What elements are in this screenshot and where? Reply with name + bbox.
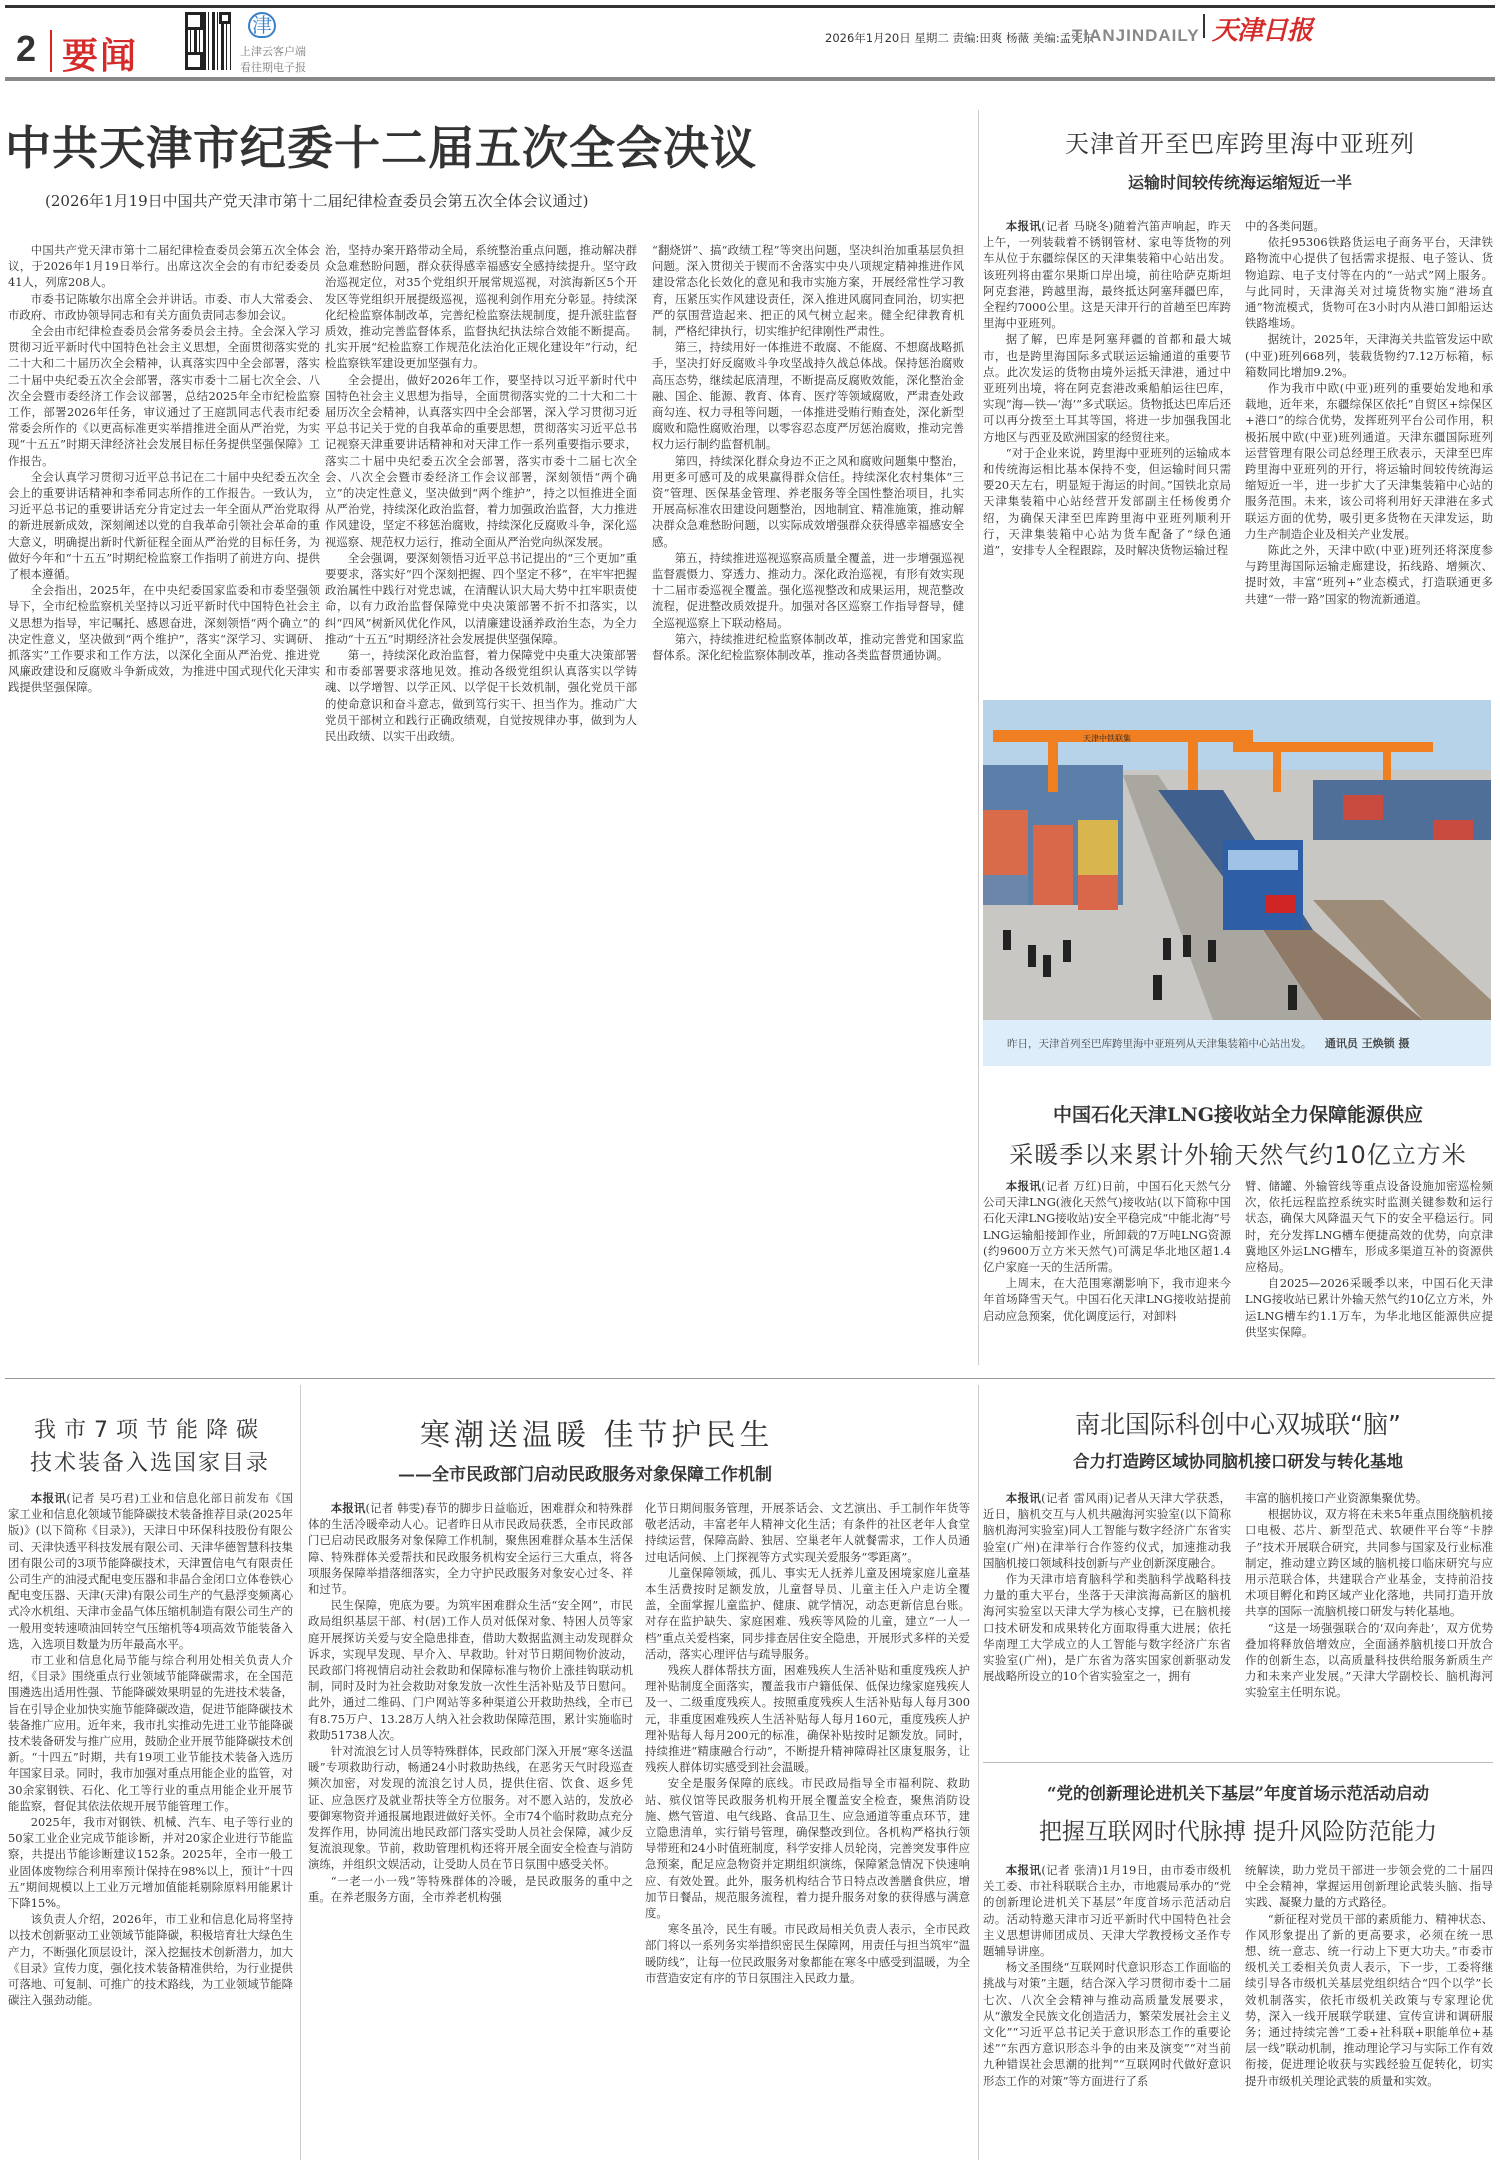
paragraph [8, 1490, 293, 1652]
logo-divider [1203, 14, 1205, 38]
paragraph: 全会由市纪律检查委员会常务委员会主持。全会深入学习贯彻习近平新时代中国特色社会主义思想，全面贯彻落实党的二十大和二十届历次全会精神，认真落实四中全会部署，落实二十届中央纪委五次全会部署，落实市委十二届七次全会、八次全会暨市委经济工作会议部署，总结2025年全市纪检监察工作，部署2026年任务，审议通过了王庭凯同志代表市纪委常委会所作的《以更高标准更实举措推进全面从严治党，为实现“十五五”时期天津经济社会发展目标任务提供坚强保障》工作报告。 [8, 324, 320, 468]
newspaper-logo: 天津日报 [1212, 16, 1313, 46]
brain-column-1 [983, 1490, 1231, 1755]
brain-headline: 南北国际科创中心双城联“脑” [1075, 1410, 1401, 1439]
dateline: 2026年1月20日 星期二 责编:田爽 杨薇 美编:孟宪东 [825, 31, 1095, 45]
paragraph: “对于企业来说，跨里海中亚班列的运输成本和传统海运相比基本保持不变，但运输时间只需要20天左右，明显短于海运的时间。”国铁北京局天津集装箱中心站经营开发部副主任杨俊勇介绍，为确保天津至巴库跨里海中亚班列顺利开行，天津集装箱中心站为货车配备了“绿色通道”，安排专人全程跟踪，及时解决货物运输过程 [983, 445, 1231, 558]
paragraph: 第三，持续用好一体推进不敢腐、不能腐、不想腐战略抓手，坚决打好反腐败斗争攻坚战持久战总体战。保持惩治腐败高压态势，继续起底清理，不断提高反腐败效能，深化整治金融、国企、能源、教育、体育、医疗等领域腐败，严肃查处政商勾连、权力寻租等问题，一体推进受贿行贿查处，深化新型腐败和隐性腐败治理，以零容忍态度严厉惩治腐败，推动完善权力运行制约监督机制。 [652, 340, 964, 452]
qr-caption-line1: 上津云客户端 [240, 45, 306, 58]
lng-column-1 [983, 1178, 1231, 1373]
paragraph: “翻烧饼”、搞“政绩工程”等突出问题，坚决纠治加重基层负担问题。深入贯彻关于锲而不舍落实中央八项规定精神推进作风建设常态化长效化的意见和我市实施方案，开展经常性学习教育，压紧压实作风建设责任，深入推进风腐同查同治，切实把严的氛围营造起来、把正的风气树立起来。健全纪律教育机制，严格纪律执行，切实维护纪律刚性严肃性。 [652, 243, 964, 339]
paragraph: 据统计，2025年，天津海关共监管发运中欧(中亚)班列668列，装载货物约7.12万标箱，标箱数同比增加9.2%。 [1245, 332, 1493, 379]
photo-caption-text: 昨日，天津首列至巴库跨里海中亚班列从天津集装箱中心站出发。 [1007, 1038, 1312, 1050]
byline-reporter: (记者 马晓冬) [1041, 219, 1114, 233]
paragraph [983, 218, 1231, 331]
paragraph: 丰富的脑机接口产业资源集聚优势。 [1245, 1491, 1428, 1505]
byline-label: 本报讯 [1005, 1179, 1042, 1193]
top-rule [5, 5, 1495, 8]
paragraph: 2025年，我市对钢铁、机械、汽车、电子等行业的50家工业企业完成节能诊断，并对20家企业进行节能监察，共提出节能诊断建议152条。2025年，全市一般工业固体废物综合利用率预计保持在98%以上，预计“十四五”期间规模以上工业万元增加值能耗剔除原料用能累计下降15%。 [8, 1815, 293, 1911]
paragraph: 治，坚持办案开路带动全局，系统整治重点问题，推动解决群众急难愁盼问题，群众获得感幸福感安全感持续提升。坚守政治巡视定位，对35个党组织开展常规巡视，对滨海新区5个开发区等党组织开展提级巡视，巡视利剑作用充分彰显。持续深化纪检监察体制改革，完善纪检监察法规制度，提升派驻监督质效，推动完善监督体系，监督执纪执法综合效能不断提高。扎实开展“纪检监察工作规范化法治化正规化建设年”行动，纪检监察铁军建设更加坚强有力。 [325, 243, 637, 371]
paragraph: 上周末，在大范围寒潮影响下，我市迎来今年首场降雪天气。中国石化天津LNG接收站提前启动应急预案，优化调度运行，对卸料 [983, 1276, 1231, 1323]
section-rule [983, 1762, 1493, 1763]
paragraph: 民生保障，兜底为要。为筑牢困难群众生活“安全网”，市民政局组织基层干部、村(居)工作人员对低保对象、特困人员等家庭开展探访关爱与安全隐患排查，借助大数据监测主动发现群众诉求，实现早发现、早介入、早救助。针对节日期间物价波动，民政部门将视情启动社会救助和保障标准与物价上涨挂钩联动机制，同时及时为社会救助对象发放一次性生活补贴及节日慰问。此外，通过二维码、门户网站等多种渠道公开救助热线，全市已有8.75万户、13.28万人纳入社会救助保障范围，累计实施临时救助51738人次。 [308, 1598, 633, 1742]
paragraph: 寒冬虽冷，民生有暖。市民政局相关负责人表示，全市民政部门将以一系列务实举措织密民生保障网，用责任与担当筑牢“温暖防线”，让每一位民政服务对象都能在寒冬中感受到温暖，为全市营造安定有序的节日氛围注入民政力量。 [645, 1922, 970, 1985]
app-cloud-icon [242, 10, 282, 40]
app-icon-glyph: 津 [252, 13, 272, 37]
welfare-subheadline: ——全市民政部门启动民政服务对象保障工作机制 [398, 1465, 772, 1485]
party-column-2 [1245, 1862, 1493, 2160]
paragraph: 第一，持续深化政治监督，着力保障党中央重大决策部署和市委部署要求落地见效。推动各级党组织认真落实以学铸魂、以学增智、以学正风、以学促干长效机制，强化党员干部的使命意识和奋斗意志，做到笃行实干、担当作为。推动广大党员干部树立和践行正确政绩观，自觉按规律办事，做到为人民出政绩、以实干出政绩。 [325, 648, 637, 744]
party-kicker: “党的创新理论进机关下基层”年度首场示范活动启动 [1047, 1784, 1429, 1803]
section-divider [50, 30, 52, 72]
qr-caption-line2: 看往期电子报 [240, 61, 306, 74]
paragraph: 第五，持续推进巡视巡察高质量全覆盖，进一步增强巡视监督震慑力、穿透力、推动力。深化政治巡视，有形有效实现十二届市委巡视全覆盖。强化巡视整改和成果运用，规范整改流程，促进整改质效提升。加强对各区巡察工作指导督导，健全巡视巡察上下联动格局。 [652, 550, 964, 630]
paragraph-text: 日前，中国石化天然气分公司天津LNG(液化天然气)接收站(以下简称中国石化天津LNG接收站)安全平稳完成“中能北海”号LNG运输船接卸作业，所卸载的7万吨LNG资源(约9600万立方米天然气)可满足华北地区超1.4亿户家庭一天的生活所需。 [983, 1179, 1231, 1275]
paragraph [308, 1500, 633, 1597]
byline-label: 本报讯 [330, 1501, 366, 1515]
energy-headline-line1: 我市7项节能降碳 [34, 1418, 266, 1443]
byline-label: 本报讯 [30, 1491, 67, 1505]
column-divider [300, 1385, 301, 2160]
brain-subheadline: 合力打造跨区域协同脑机接口研发与转化基地 [1073, 1452, 1403, 1471]
train-photo [983, 700, 1491, 1020]
lead-column-1 [8, 242, 320, 1342]
paragraph: 第六，持续推进纪检监察体制改革，推动完善党和国家监督体系。深化纪检监察体制改革，推动各类监督贯通协调。 [652, 631, 964, 663]
page-number: 2 [16, 28, 37, 69]
party-headline: 把握互联网时代脉搏 提升风险防范能力 [1038, 1819, 1438, 1845]
energy-column [8, 1490, 293, 2160]
paragraph: 安全是服务保障的底线。市民政局指导全市福利院、救助站、殡仪馆等民政服务机构开展全覆盖安全检查，聚焦消防设施、燃气管道、电气线路、食品卫生、应急通道等重点环节，建立隐患清单，实行销号管理，确保整改到位。各机构严格执行领导带班和24小时值班制度，科学安排人员轮岗，完善突发事件应急预案，配足应急物资并定期组织演练，保障紧急情况下快速响应、有效处置。此外，服务机构结合节日特点改善膳食供应，增加节日餐品，规范服务流程，着力提升服务对象的获得感与满意度。 [645, 1776, 970, 1921]
qr-caption [240, 44, 306, 76]
byline-reporter: (记者 万红) [1041, 1179, 1102, 1193]
welfare-headline: 寒潮送温暖 佳节护民生 [420, 1418, 774, 1453]
column-divider [978, 1385, 979, 2160]
paragraph: 作为我市中欧(中亚)班列的重要始发地和承载地，近年来，东疆综保区依托“自贸区+综保区+港口”的综合优势，发挥班列平台公司作用，积极拓展中欧(中亚)班列通道。天津东疆国际班列运营管理有限公司总经理王欣表示，天津至巴库跨里海中亚班列的开行，将运输时间较传统海运缩短近一半，进一步扩大了天津集装箱中心站的服务范围。未来，该公司将利用好天津港在多式联运方面的优势，吸引更多货物在天津发运，助力生产制造企业及相关产业发展。 [1245, 381, 1493, 541]
byline-reporter: (记者 张清) [1041, 1863, 1103, 1877]
paragraph: 陈此之外，天津中欧(中亚)班列还将深度参与跨里海国际运输走廊建设，拓线路、增频次、提时效，丰富“班列+”业态模式，打造联通更多共建“一带一路”国家的物流新通道。 [1245, 543, 1493, 606]
welfare-column-2 [645, 1500, 970, 2160]
paragraph: 全会提出，做好2026年工作，要坚持以习近平新时代中国特色社会主义思想为指导，全面贯彻落实党的二十大和二十届历次全会精神，认真落实四中全会部署，深入学习贯彻习近平总书记关于党的自我革命的重要思想，贯彻落实习近平总书记视察天津重要讲话精神和对天津工作一系列重要指示要求，落实二十届中央纪委五次全会部署，落实市委十二届七次全会、八次全会暨市委经济工作会议部署，深刻领悟“两个确立”的决定性意义，坚决做到“两个维护”，持之以恒推进全面从严治党，持续深化政治监督，着力加强政治监督，大力推进作风建设，坚定不移惩治腐败，持续深化反腐败斗争，深化巡视巡察、规范权力运行，推动全面从严治党向纵深发展。 [325, 372, 637, 549]
paragraph: 第四，持续深化群众身边不正之风和腐败问题集中整治，用更多可感可及的成果赢得群众信任。持续深化农村集体“三资”管理、医保基金管理、养老服务等全国性整治项目，扎实开展高标准农田建设问题整治，因地制宜、精准施策，推动解决群众急难愁盼问题，以实际成效增强群众获得感幸福感安全感。 [652, 453, 964, 549]
lng-kicker: 中国石化天津LNG接收站全力保障能源供应 [1053, 1104, 1423, 1126]
paragraph-text: 春节的脚步日益临近，困难群众和特殊群体的生活冷暖牵动人心。记者昨日从市民政局获悉，全市民政部门已启动民政服务对象保障工作机制，聚焦困难群众基本生活保障、特殊群体关爱帮扶和民政服务机构安全运行三大重点，将各项服务保障举措落细落实，全力守护民政服务对象安心过冬、祥和过节。 [308, 1501, 633, 1597]
masthead-bottom-rule [5, 77, 1495, 81]
paragraph: 儿童保障领域，孤儿、事实无人抚养儿童及困境家庭儿童基本生活费按时足额发放，儿童督导员、儿童主任入户走访全覆盖，全面掌握儿童监护、健康、就学情况，动态更新信息台账。对存在监护缺失、家庭困难、残疾等风险的儿童，建立“一人一档”重点关爱档案，同步排查居住安全隐患，开展形式多样的关爱活动，落实心理评估与疏导服务。 [645, 1565, 970, 1661]
paragraph: 该负责人介绍，2026年，市工业和信息化局将坚持以技术创新驱动工业领域节能降碳，积极培育壮大绿色生产力，不断强化顶层设计，深入挖掘技术创新潜力，加大《目录》宣传力度，强化技术装备精准供给，为行业提供可落地、可复制、可推广的技术路线，为工业领域节能降碳注入强劲动能。 [8, 1912, 293, 2008]
paragraph: 全会认真学习贯彻习近平总书记在二十届中央纪委五次全会上的重要讲话精神和李希同志所作的工作报告。一致认为，习近平总书记的重要讲话充分肯定过去一年全面从严治党取得的新进展新成效，深刻阐述以党的自我革命引领社会革命的重大意义，明确提出新时代新征程全面从严治党的目标任务，为做好今年和“十五五”时期纪检监察工作指明了前进方向、提供了根本遵循。 [8, 469, 320, 582]
byline-label: 本报讯 [1005, 1491, 1042, 1505]
brain-column-2 [1245, 1490, 1493, 1755]
paragraph: 市委书记陈敏尔出席全会并讲话。市委、市人大常委会、市政府、市政协领导同志和有关方面负责同志参加会议。 [8, 291, 320, 322]
train-headline: 天津首开至巴库跨里海中亚班列 [1065, 130, 1415, 158]
newspaper-name-en: TIANJINDAILY [1072, 26, 1200, 45]
paragraph-text: 1月19日，由市委市级机关工委、市社科联联合主办，市地震局承办的“党的创新理论进机关下基层”年度首场示范活动启动。活动特邀天津市习近平新时代中国特色社会主义思想讲师团成员、天津大学教授杨文圣作专题辅导讲座。 [983, 1863, 1231, 1959]
paragraph-text: 随着汽笛声响起，昨天上午，一列装载着不锈钢管材、家电等货物的列车从位于东疆综保区的天津集装箱中心站出发。该班列将由霍尔果斯口岸出境，前往哈萨克斯坦阿克套港，跨越里海，最终抵达阿塞拜疆巴库，全程约7000公里。这是天津开行的首趟至巴库跨里海中亚班列。 [983, 219, 1231, 331]
paragraph [983, 1862, 1231, 1959]
byline-reporter: (记者 雷风雨) [1041, 1491, 1114, 1505]
paragraph: 臂、储罐、外输管线等重点设备设施加密巡检频次，依托远程监控系统实时监测关键参数和运行状态，确保大风降温天气下的安全平稳运行。同时，充分发挥LNG槽车便捷高效的优势，向京津冀地区外运LNG槽车，形成多渠道互补的资源供应格局。 [1245, 1179, 1493, 1275]
photo-crane-sign: 天津中铁联集 [1083, 734, 1131, 743]
party-column-1 [983, 1862, 1231, 2160]
paragraph: 自2025—2026采暖季以来，中国石化天津LNG接收站已累计外输天然气约10亿立方米，外运LNG槽车约1.1万车，为华北地区能源供应提供坚实保障。 [1245, 1276, 1493, 1339]
lng-column-2 [1245, 1178, 1493, 1373]
paragraph: 全会强调，要深刻领悟习近平总书记提出的“三个更加”重要要求，落实好“四个深刻把握、四个坚定不移”，在牢牢把握政治属性中践行对党忠诚，在清醒认识大局大势中扛牢职责使命，以有力政治监督保障党中央决策部署不折不扣落实，以纠“四风”树新风优化作风，以清廉建设涵养政治生态，为全力推动“十五五”时期经济社会发展提供坚强保障。 [325, 550, 637, 646]
paragraph: 根据协议，双方将在未来5年重点围绕脑机接口电极、芯片、新型范式、软硬件平台等“卡脖子”技术开展联合研究，共同参与国家及行业标准制定，推动建立跨区域的脑机接口临床研究与应用示范联合体，共建联合产业基金，支持前沿技术项目孵化和跨区域产业化落地，共同打造开放共享的国际一流脑机接口研发与转化基地。 [1245, 1507, 1493, 1619]
paragraph: 针对流浪乞讨人员等特殊群体，民政部门深入开展“寒冬送温暖”专项救助行动，畅通24小时救助热线，在恶劣天气时段巡查频次加密，对发现的流浪乞讨人员，提供住宿、饮食、返乡凭证、应急医疗及就业帮扶等全方位服务。对不愿入站的，发放必要御寒物资并通报属地跟进做好关怀。全市74个临时救助点充分发挥作用，协同流出地民政部门落实受助人员社会保障，减少反复流浪现象。节前，救助管理机构还将开展全面安全检查与消防演练，并组织文娱活动，让受助人员在节日氛围中感受关怀。 [308, 1744, 633, 1872]
byline-label: 本报讯 [1005, 219, 1042, 233]
lead-headline: 中共天津市纪委十二届五次全会决议 [5, 121, 757, 175]
photo-credit: 通讯员 王焕锁 摄 [1324, 1037, 1410, 1050]
train-subheadline: 运输时间较传统海运缩短近一半 [1127, 173, 1352, 192]
byline-reporter: (记者 韩雯) [365, 1501, 425, 1515]
paragraph: 全会指出，2025年，在中央纪委国家监委和市委坚强领导下，全市纪检监察机关坚持以习近平新时代中国特色社会主义思想为指导，牢记嘱托、感恩奋进，深刻领悟“两个确立”的决定性意义，坚决做到“两个维护”，落实“深学习、实调研、抓落实”工作要求和工作方法，以深化全面从严治党、推进党风廉政建设和反腐败斗争新成效，为推进中国式现代化天津实践提供坚强保障。 [8, 583, 320, 695]
photo-caption [983, 1020, 1491, 1066]
paragraph: 作为天津市培育脑科学和类脑科学战略科技力量的重大平台，坐落于天津滨海高新区的脑机海河实验室以天津大学为核心支撑，已在脑机接口技术研发和成果转化方面取得重大进展；依托华南理工大学成立的人工智能与数字经济广东省实验室(广州)，是广东省为落实国家创新驱动发展战略所设立的10个省实验室之一，拥有 [983, 1572, 1231, 1684]
paragraph [983, 1490, 1231, 1571]
paragraph-text: 工业和信息化部日前发布《国家工业和信息化领域节能降碳技术装备推荐目录(2025年版)》(以下简称《目录》)，天津日中环保科技股份有限公司、天津快透平科技发展有限公司、天津华德智慧科技集团有限公司的3项节能降碳技术，天津置信电气有限责任公司生产的油浸式配电变压器和非晶合金闭口立体卷铁心配电变压器、天津(天津)有限公司生产的气悬浮变频离心式冷水机组、天津市金晶气体压缩机制造有限公司生产的一般用变转速喷油回转空气压缩机等4项高效节能装备入选，入选项目数量为历年最高水平。 [8, 1491, 293, 1651]
train-column-2 [1245, 218, 1493, 693]
train-photo-illustration [983, 700, 1491, 1020]
paragraph: 中国共产党天津市第十二届纪律检查委员会第五次全体会议，于2026年1月19日举行。出席这次全会的有市纪委委员41人，列席208人。 [8, 243, 320, 290]
lead-column-3 [652, 242, 964, 1342]
train-column-1 [983, 218, 1231, 693]
paragraph: 化节日期间服务管理，开展茶话会、文艺演出、手工制作年货等敬老活动，丰富老年人精神文化生活；有条件的社区老年人食堂持续运营，保障高龄、独居、空巢老年人就餐需求，工作人员通过电话问候、上门探视等方式实现关爱服务“零距离”。 [645, 1501, 970, 1564]
paragraph: 残疾人群体帮扶方面，困难残疾人生活补贴和重度残疾人护理补贴制度全面落实，覆盖我市户籍低保、低保边缘家庭残疾人及一、二级重度残疾人。按照重度残疾人生活补贴每人每月300元，非重度困难残疾人生活补贴每人每月160元，重度残疾人护理补贴每人每月200元的标准，确保补贴按时足额发放。同时，持续推进“精康融合行动”，不断提升精神障碍社区康复服务，让残疾人群体切实感受到社会温暖。 [645, 1663, 970, 1775]
lead-subheadline: (2026年1月19日中国共产党天津市第十二届纪律检查委员会第五次全体会议通过) [45, 192, 589, 210]
paragraph: “新征程对党员干部的素质能力、精神状态、作风形象提出了新的更高要求，必须在统一思想、统一意志、统一行动上下更大功夫。”市委市级机关工委相关负责人表示，下一步，工委将继续引导各市级机关基层党组织结合“四个以学”长效机制落实，依托市级机关政策与专家理论优势，深入一线开展联学联建、宣传宣讲和调研服务；通过持续完善“工委+社科联+职能单位+基层一线”联动机制，推动理论学习与实际工作有效衔接，促进理论收获与实践经验互促转化，切实提升市级机关理论武装的质量和实效。 [1245, 1911, 1493, 2088]
paragraph: 杨文圣围绕“互联网时代意识形态工作面临的挑战与对策”主题，结合深入学习贯彻市委十二届七次、八次全会精神与推动高质量发展要求，从“激发全民族文化创造活力，繁荣发展社会主义文化”“习近平总书记关于意识形态工作的重要论述”“东西方意识形态斗争的由来及演变”“对当前九种错误社会思潮的批判”“互联网时代做好意识形态工作的对策”等方面进行了系 [983, 1960, 1231, 2088]
paragraph: “这是一场强强联合的‘双向奔赴’，双方优势叠加将释放倍增效应，全面涵养脑机接口开放合作的创新生态，以高质量科技供给服务新质生产力和未来产业发展。”天津大学副校长、脑机海河实验室主任明东说。 [1245, 1620, 1493, 1700]
paragraph: 中的各类问题。 [1245, 219, 1325, 233]
paragraph [983, 1178, 1231, 1275]
lead-column-2 [325, 242, 637, 1342]
paragraph: 依托95306铁路货运电子商务平台，天津铁路物流中心提供了包括需求提报、电子签认、货物追踪、电子支付等在内的“一站式”网上服务。与此同时，天津海关对过境货物实施“港场直通”物流模式，货物可在3小时内从港口卸船运达铁路堆场。 [1245, 235, 1493, 331]
paragraph: “一老一小一残”等特殊群体的冷暖，是民政服务的重中之重。在养老服务方面，全市养老机构强 [308, 1873, 633, 1904]
paragraph: 市工业和信息化局节能与综合利用处相关负责人介绍，《目录》围绕重点行业领域节能降碳需求，在全国范围遴选出适用性强、节能降碳效果明显的先进技术装备，旨在引导企业加快实施节能降碳改造，促进节能降碳技术装备推广应用。近年来，我市扎实推动先进工业节能降碳技术装备研发与推广应用，鼓励企业开展节能降碳技术创新。“十四五”时期，共有19项工业节能技术装备入选历年国家目录。同时，我市加强对重点用能企业的监管，对30余家钢铁、石化、化工等行业的重点用能企业开展节能监察，督促其依法依规开展节能管理工作。 [8, 1653, 293, 1813]
lng-headline: 采暖季以来累计外输天然气约10亿立方米 [1009, 1141, 1467, 1169]
byline-reporter: (记者 吴巧君) [66, 1491, 139, 1505]
column-divider [978, 110, 979, 1365]
paragraph-text: 记者从天津大学获悉，近日，脑机交互与人机共融海河实验室(以下简称脑机海河实验室)同人工智能与数字经济广东省实验室(广州)在津举行合作签约仪式，加速推动我国脑机接口领域科技创新与产业创新深度融合。 [983, 1491, 1231, 1570]
energy-headline-line2: 技术装备入选国家目录 [29, 1451, 270, 1476]
paragraph: 统解读，助力党员干部进一步领会党的二十届四中全会精神，掌握运用创新理论武装头脑、指导实践、凝聚力量的方式路径。 [1245, 1863, 1493, 1910]
section-rule [5, 1378, 1495, 1379]
welfare-column-1 [308, 1500, 633, 2160]
paragraph: 据了解，巴库是阿塞拜疆的首都和最大城市，也是跨里海国际多式联运运输通道的重要节点。此次发运的货物由境外运抵天津港，通过中亚班列出境，将在阿克套港改乘船舶运往巴库，实现“海—铁—‘海’”多式联运。货物抵达巴库后还可以再分拨至土耳其等国，将进一步加强我国北方地区与西亚及欧洲国家的经贸往来。 [983, 332, 1231, 444]
section-label: 要闻 [62, 36, 139, 77]
qr-code-icon[interactable] [185, 12, 231, 70]
byline-label: 本报讯 [1005, 1863, 1042, 1877]
